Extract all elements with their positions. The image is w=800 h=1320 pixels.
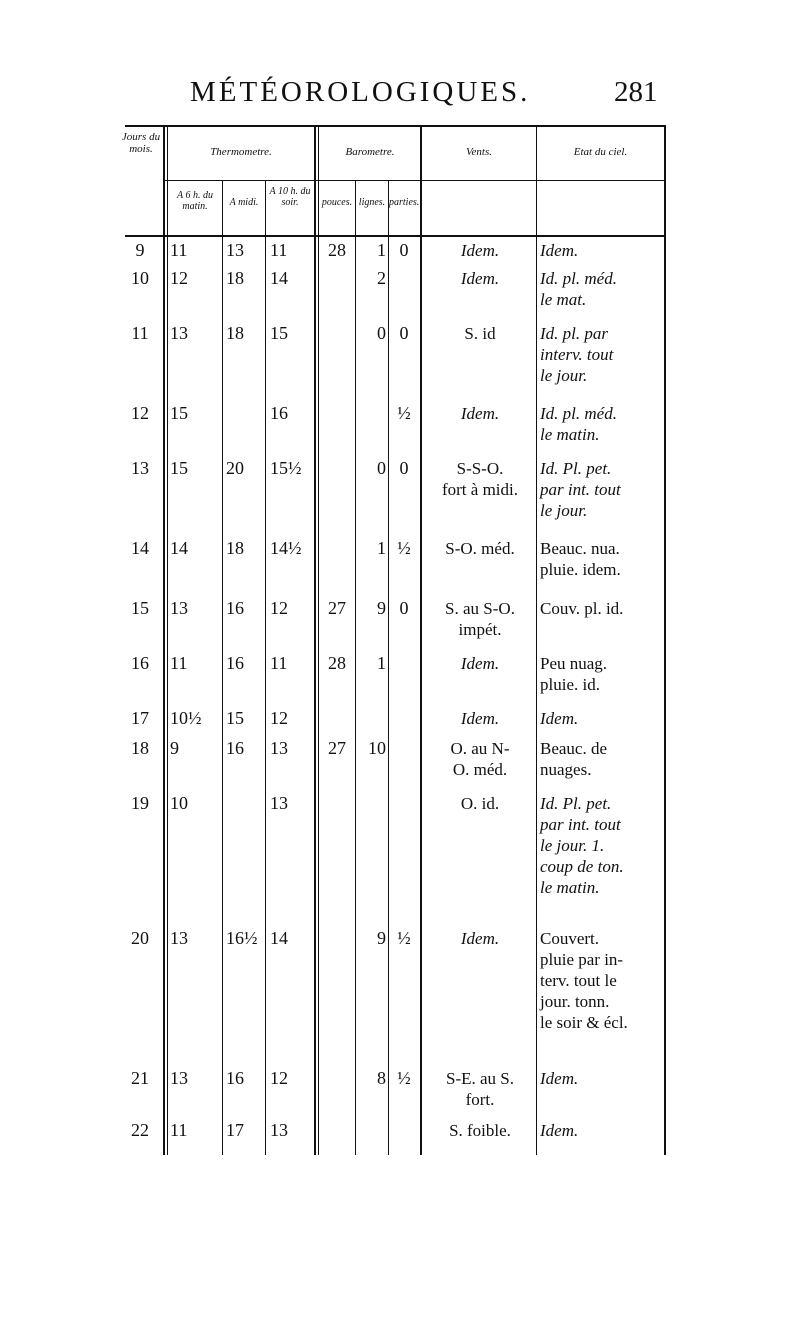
cell-winds: O. au N- O. méd. [450, 739, 510, 779]
cell-thermo-evening: 13 [270, 793, 288, 813]
cell-thermo-evening: 12 [270, 598, 288, 618]
cell-baro-parts: ½ [397, 403, 411, 423]
cell-baro-lines: 10 [368, 738, 386, 758]
cell-winds: O. id. [460, 794, 500, 813]
cell-sky: Id. Pl. pet. par int. tout le jour. 1. coup de ton. le matin. [540, 794, 624, 897]
cell-sky: Id. pl. par interv. tout le jour. [540, 324, 614, 385]
subheader-noon: A midi. [229, 197, 259, 208]
cell-sky: Idem. [540, 1069, 579, 1088]
cell-thermo-morning: 14 [170, 538, 188, 558]
cell-baro-inches: 27 [328, 738, 346, 758]
header-barometer: Barometre. [345, 146, 395, 158]
cell-thermo-noon: 16 [226, 598, 244, 618]
cell-thermo-evening: 14 [270, 268, 288, 288]
col-rule-th2 [265, 180, 266, 1155]
cell-thermo-evening: 15½ [270, 458, 302, 478]
cell-winds: Idem. [460, 709, 500, 728]
cell-thermo-morning: 13 [170, 323, 188, 343]
cell-thermo-evening: 12 [270, 1068, 288, 1088]
cell-winds: S. id [464, 324, 496, 343]
cell-day: 11 [131, 323, 149, 343]
cell-day: 9 [135, 240, 145, 260]
cell-day: 10 [131, 268, 149, 288]
cell-baro-parts: 0 [399, 323, 409, 343]
cell-baro-lines: 8 [377, 1068, 386, 1088]
cell-thermo-evening: 11 [270, 240, 288, 260]
cell-thermo-evening: 13 [270, 1120, 288, 1140]
cell-baro-parts: ½ [397, 538, 411, 558]
cell-day: 15 [131, 598, 149, 618]
cell-baro-parts: ½ [397, 1068, 411, 1088]
cell-baro-lines: 1 [377, 653, 386, 673]
cell-sky: Peu nuag. pluie. id. [540, 654, 608, 694]
col-rule-day [163, 125, 165, 1155]
cell-day: 21 [131, 1068, 149, 1088]
cell-thermo-noon: 16 [226, 653, 244, 673]
cell-winds: Idem. [460, 654, 500, 673]
col-rule-thermo-2 [318, 125, 319, 1155]
cell-winds: Idem. [460, 404, 500, 423]
cell-thermo-noon: 17 [226, 1120, 244, 1140]
cell-day: 14 [131, 538, 149, 558]
cell-thermo-noon: 13 [226, 240, 244, 260]
cell-thermo-evening: 12 [270, 708, 288, 728]
cell-thermo-morning: 11 [170, 653, 188, 673]
cell-thermo-noon: 20 [226, 458, 244, 478]
cell-baro-lines: 0 [377, 323, 386, 343]
subheader-rule [125, 235, 665, 237]
header-day: Jours du mois. [121, 131, 161, 155]
cell-baro-parts: 0 [399, 598, 409, 618]
cell-thermo-morning: 10½ [170, 708, 202, 728]
cell-winds: S-O. méd. [445, 539, 515, 558]
cell-day: 17 [131, 708, 149, 728]
cell-thermo-morning: 15 [170, 458, 188, 478]
header-thermometer: Thermometre. [210, 146, 272, 158]
running-head-title: MÉTÉOROLOGIQUES. [190, 76, 531, 108]
subheader-evening: A 10 h. du soir. [269, 186, 311, 208]
cell-thermo-evening: 15 [270, 323, 288, 343]
col-rule-right [664, 125, 666, 1155]
cell-winds: Idem. [460, 269, 500, 288]
cell-thermo-noon: 16½ [226, 928, 258, 948]
cell-winds: Idem. [460, 241, 500, 260]
cell-thermo-morning: 11 [170, 240, 188, 260]
col-rule-baro [420, 125, 422, 1155]
cell-sky: Id. Pl. pet. par int. tout le jour. [540, 459, 621, 520]
cell-sky: Idem. [540, 1121, 579, 1140]
cell-sky: Couv. pl. id. [540, 599, 624, 618]
cell-sky: Beauc. nua. pluie. idem. [540, 539, 621, 579]
page-number: 281 [614, 76, 658, 108]
cell-baro-parts: 0 [399, 240, 409, 260]
cell-winds: S-S-O. fort à midi. [441, 459, 518, 499]
cell-thermo-noon: 16 [226, 1068, 244, 1088]
cell-thermo-noon: 18 [226, 323, 244, 343]
cell-day: 16 [131, 653, 149, 673]
cell-thermo-morning: 13 [170, 1068, 188, 1088]
cell-sky: Beauc. de nuages. [540, 739, 608, 779]
cell-sky: Idem. [540, 709, 579, 728]
cell-baro-lines: 0 [377, 458, 386, 478]
cell-thermo-noon: 16 [226, 738, 244, 758]
cell-day: 12 [131, 403, 149, 423]
cell-day: 13 [131, 458, 149, 478]
cell-thermo-noon: 18 [226, 538, 244, 558]
cell-thermo-evening: 13 [270, 738, 288, 758]
subheader-parts: parties. [389, 197, 420, 208]
cell-baro-parts: ½ [397, 928, 411, 948]
cell-baro-lines: 9 [377, 598, 386, 618]
cell-baro-inches: 27 [328, 598, 346, 618]
cell-sky: Couvert. pluie par in- terv. tout le jour. tonn. le soir & écl. [540, 929, 628, 1032]
cell-thermo-morning: 13 [170, 928, 188, 948]
cell-sky: Id. pl. méd. le mat. [540, 269, 617, 309]
cell-thermo-morning: 15 [170, 403, 188, 423]
cell-day: 19 [131, 793, 149, 813]
table-top-rule [125, 125, 665, 127]
col-rule-thermo [314, 125, 316, 1155]
header-sky: Etat du ciel. [573, 146, 628, 158]
cell-thermo-evening: 14½ [270, 538, 302, 558]
col-rule-day-2 [167, 125, 168, 1155]
cell-winds: S. foible. [449, 1121, 511, 1140]
cell-thermo-morning: 9 [170, 738, 179, 758]
cell-day: 18 [131, 738, 149, 758]
cell-thermo-evening: 11 [270, 653, 288, 673]
cell-thermo-noon: 18 [226, 268, 244, 288]
cell-thermo-evening: 16 [270, 403, 288, 423]
cell-day: 20 [131, 928, 149, 948]
cell-thermo-noon: 15 [226, 708, 244, 728]
cell-sky: Idem. [540, 241, 579, 260]
col-rule-winds [536, 125, 537, 1155]
cell-baro-lines: 2 [377, 268, 386, 288]
cell-winds: Idem. [460, 929, 500, 948]
cell-winds: S-E. au S. fort. [446, 1069, 514, 1109]
cell-thermo-evening: 14 [270, 928, 288, 948]
cell-baro-lines: 1 [377, 538, 386, 558]
col-rule-th1 [222, 180, 223, 1155]
cell-sky: Id. pl. méd. le matin. [540, 404, 617, 444]
subheader-lines: lignes. [358, 197, 386, 208]
cell-thermo-morning: 10 [170, 793, 188, 813]
subheader-morning: A 6 h. du matin. [177, 190, 213, 212]
cell-baro-parts: 0 [399, 458, 409, 478]
cell-baro-lines: 1 [377, 240, 386, 260]
cell-winds: S. au S-O. impét. [445, 599, 515, 639]
cell-baro-inches: 28 [328, 653, 346, 673]
cell-thermo-morning: 13 [170, 598, 188, 618]
cell-day: 22 [131, 1120, 149, 1140]
header-winds: Vents. [466, 146, 492, 158]
cell-thermo-morning: 12 [170, 268, 188, 288]
header-rule [165, 180, 665, 181]
cell-thermo-morning: 11 [170, 1120, 188, 1140]
subheader-inches: pouces. [321, 197, 353, 208]
cell-baro-inches: 28 [328, 240, 346, 260]
cell-baro-lines: 9 [377, 928, 386, 948]
